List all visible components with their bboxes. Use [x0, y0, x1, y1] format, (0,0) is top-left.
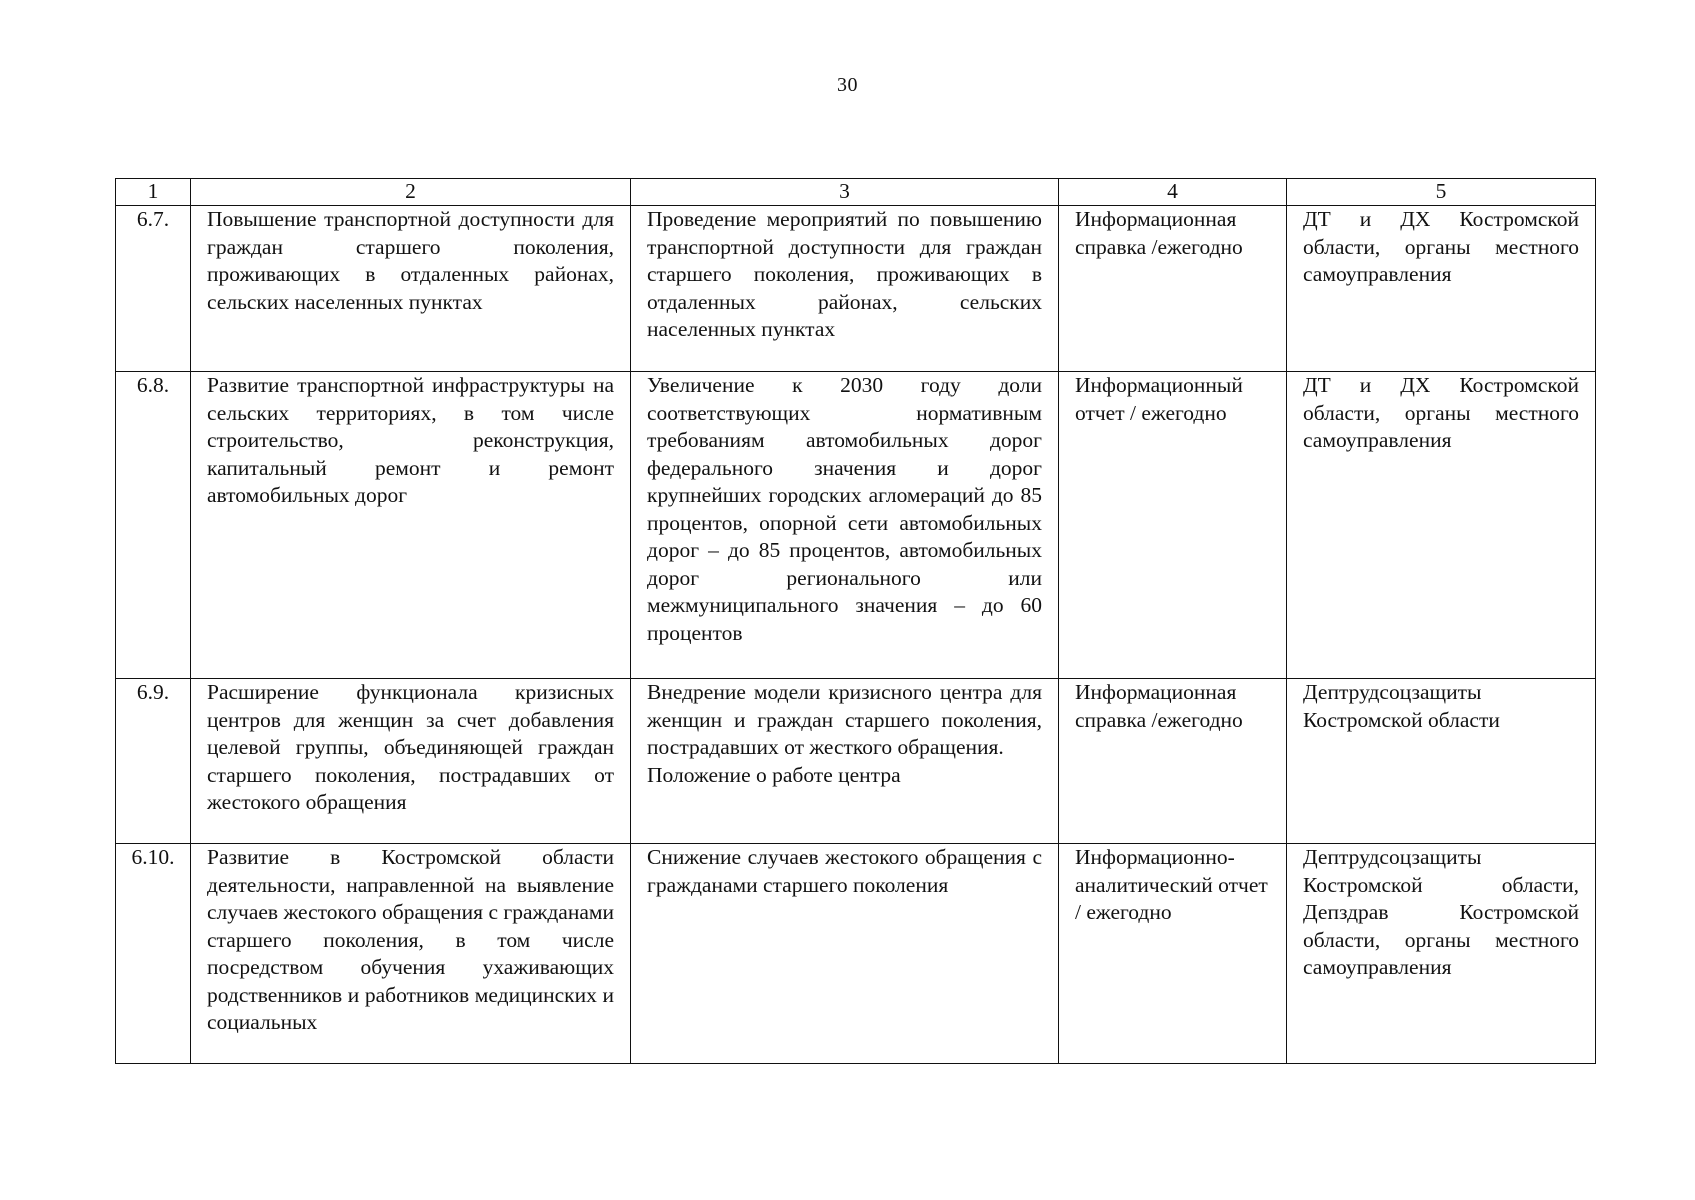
column-header-3: 3 [631, 179, 1059, 206]
column-header-4: 4 [1059, 179, 1287, 206]
row-number: 6.8. [116, 372, 191, 679]
column-header-2: 2 [191, 179, 631, 206]
table-row [116, 372, 1596, 679]
table-row [116, 844, 1596, 1064]
measure-cell: Развитие транспортной инфраструктуры на сельских территориях, в том числе строительство, реконструкция, капитальный ремонт и ремонт автомобильных дорог [191, 372, 631, 679]
responsible-cell: ДТ и ДХ Костромской области, органы местного самоуправления [1287, 372, 1596, 679]
column-header-1: 1 [116, 179, 191, 206]
measure-cell: Расширение функционала кризисных центров для женщин за счет добавления целевой группы, объединяющей граждан старшего поколения, пострадавших от жестокого обращения [191, 679, 631, 844]
table-header-row [116, 179, 1596, 206]
page-number: 30 [837, 74, 858, 96]
column-header-5: 5 [1287, 179, 1596, 206]
row-number: 6.10. [116, 844, 191, 1064]
result-text: Внедрение модели кризисного центра для женщин и граждан старшего поколения, пострадавших от жесткого обращения. [647, 680, 1042, 759]
result-extra-text: Положение о работе центра [647, 762, 901, 787]
result-cell: Снижение случаев жестокого обращения с гражданами старшего поколения [631, 844, 1059, 1064]
result-cell [631, 679, 1059, 844]
responsible-cell: Дептрудсоцзащиты Костромской области [1287, 679, 1596, 844]
result-cell: Проведение мероприятий по повышению транспортной доступности для граждан старшего поколения, проживающих в отдаленных районах, сельских населенных пунктах [631, 206, 1059, 372]
table-row [116, 679, 1596, 844]
responsible-cell: Дептрудсоцзащиты Костромской области, Депздрав Костромской области, органы местного самоуправления [1287, 844, 1596, 1064]
report-cell: Информационный отчет / ежегодно [1059, 372, 1287, 679]
report-cell: Информационная справка /ежегодно [1059, 679, 1287, 844]
responsible-cell: ДТ и ДХ Костромской области, органы местного самоуправления [1287, 206, 1596, 372]
measure-cell: Развитие в Костромской области деятельности, направленной на выявление случаев жестокого обращения с гражданами старшего поколения, в том числе посредством обучения ухаживающих родственников и работников медицинских и социальных [191, 844, 631, 1064]
table-row [116, 206, 1596, 372]
measure-cell: Повышение транспортной доступности для граждан старшего поколения, проживающих в отдаленных районах, сельских населенных пунктах [191, 206, 631, 372]
row-number: 6.7. [116, 206, 191, 372]
report-cell: Информационная справка /ежегодно [1059, 206, 1287, 372]
result-cell: Увеличение к 2030 году доли соответствующих нормативным требованиям автомобильных дорог федерального значения и дорог крупнейших городских агломераций до 85 процентов, опорной сети автомобильных дорог – до 85 процентов, автомобильных дорог регионального или межмуниципального значения – до 60 процентов [631, 372, 1059, 679]
measures-table [115, 178, 1596, 1064]
report-cell: Информационно-аналитический отчет / ежегодно [1059, 844, 1287, 1064]
row-number: 6.9. [116, 679, 191, 844]
